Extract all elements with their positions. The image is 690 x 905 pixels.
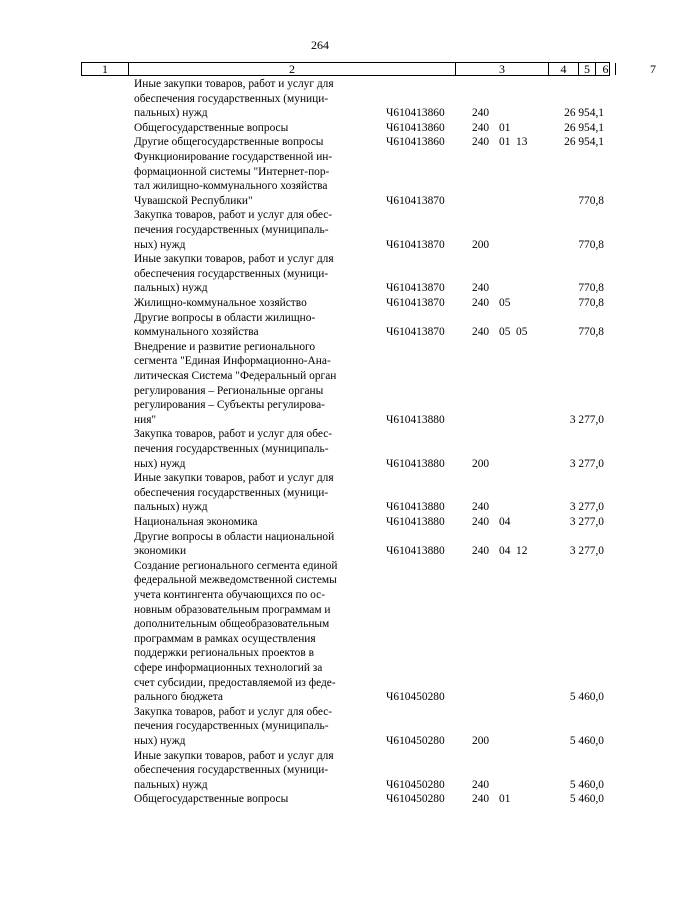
row-name-line: обеспечения государственных (муници- [134,92,329,105]
row-code: Ч610450280 [386,793,445,806]
table-row [0,471,640,515]
row-code: Ч610450280 [386,734,445,747]
row-code: Ч610413880 [386,457,445,470]
row-name-line: обеспечения государственных (муници- [134,764,329,777]
row-name [134,471,366,515]
row-expense-type: 240 [472,282,490,295]
table-row [0,296,640,311]
row-amount: 5 460,0 [569,793,604,806]
table-row [0,150,640,208]
row-name-line: экономики [134,545,187,558]
column-header-7: 7 [615,63,690,75]
column-header-4: 4 [548,63,578,75]
row-code: Ч610413880 [386,545,445,558]
row-expense-type: 240 [472,516,490,528]
row-section: 04 [499,516,511,528]
row-amount: 770,8 [578,238,604,251]
row-name-line: Национальная экономика [134,516,258,528]
row-name-line: сегмента "Единая Информационно-Ана- [134,355,331,368]
row-expense-type: 240 [472,107,490,120]
row-expense-type: 200 [472,734,490,747]
row-amount: 770,8 [578,326,604,339]
row-amount: 26 954,1 [564,107,604,120]
row-name-line: новным образовательным программам и [134,603,331,616]
table-row [0,77,640,121]
table-row [0,208,640,252]
row-expense-type: 240 [472,136,490,149]
row-amount: 770,8 [578,297,604,309]
row-name-line: коммунального хозяйства [134,326,259,339]
row-name-line: печения государственных (муниципаль- [134,720,329,733]
table-row [0,749,640,793]
row-name-line: Функционирование государственной ин- [134,151,333,163]
row-name-line: федеральной межведомственной системы [134,574,337,587]
row-name [134,208,366,252]
table-row [0,792,640,807]
row-name-line: рального бюджета [134,691,223,704]
row-expense-type: 240 [472,326,490,339]
row-name [134,121,366,136]
row-subsection: 13 [516,136,528,149]
row-code: Ч610413860 [386,121,445,134]
column-header-6: 6 [595,63,615,75]
row-amount: 770,8 [578,282,604,295]
row-name-line: пальных) нужд [134,107,208,120]
row-name-line: Жилищно-коммунальное хозяйство [134,297,307,309]
row-code: Ч610450280 [386,778,445,791]
row-expense-type: 240 [472,778,490,791]
table-row [0,427,640,471]
row-name-line: литическая Система "Федеральный орган [134,369,337,382]
row-section: 01 [499,136,511,149]
row-name-line: программам в рамках осуществления [134,632,316,645]
table-row [0,340,640,428]
row-subsection: 12 [516,545,528,558]
row-name-line: пальных) нужд [134,501,208,514]
row-name-line: Иные закупки товаров, работ и услуг для [134,749,334,762]
row-code: Ч610413870 [386,194,445,207]
row-name [134,530,366,559]
row-name [134,150,366,208]
row-name [134,252,366,296]
row-name-line: дополнительным общеобразовательным [134,618,330,631]
row-expense-type: 240 [472,545,490,558]
table-row [0,135,640,150]
column-header-1: 1 [102,62,108,76]
row-name-line: Иные закупки товаров, работ и услуг для [134,253,334,266]
table-row [0,705,640,749]
row-name [134,749,366,793]
row-name-line: Закупка товаров, работ и услуг для обес- [134,428,333,441]
row-code: Ч610413870 [386,297,445,309]
row-amount: 3 277,0 [569,516,604,528]
table-row [0,515,640,530]
row-section: 05 [499,297,511,309]
row-code: Ч610413860 [386,107,445,120]
column-header-3: 3 [455,63,548,75]
row-subsection: 05 [516,326,528,339]
row-name-line: пальных) нужд [134,778,208,791]
row-amount: 770,8 [578,194,604,207]
row-amount: 3 277,0 [569,545,604,558]
row-amount: 26 954,1 [564,121,604,134]
table-row [0,559,640,705]
row-amount: 5 460,0 [569,734,604,747]
table-row [0,252,640,296]
row-code: Ч610413860 [386,136,445,149]
row-code: Ч610413870 [386,326,445,339]
row-name [134,559,366,705]
row-name [134,515,366,530]
row-name [134,792,366,807]
row-name-line: регулирования – Региональные органы [134,384,324,397]
row-name-line: Создание регионального сегмента единой [134,559,338,572]
row-name-line: печения государственных (муниципаль- [134,442,329,455]
row-section: 05 [499,326,511,339]
row-name-line: Чувашской Республики" [134,194,253,207]
table-row [0,311,640,340]
row-name-line: Общегосударственные вопросы [134,793,289,806]
row-expense-type: 240 [472,297,490,309]
row-name [134,311,366,340]
row-name-line: формационной системы "Интернет-пор- [134,165,330,178]
row-code: Ч610413880 [386,501,445,514]
row-name-line: ния" [134,413,157,426]
row-code: Ч610413880 [386,413,445,426]
row-code: Ч610413880 [386,516,445,528]
row-name-line: Другие вопросы в области национальной [134,530,335,543]
row-name-line: Закупка товаров, работ и услуг для обес- [134,705,333,718]
row-name-line: печения государственных (муниципаль- [134,223,329,236]
row-code: Ч610413870 [386,238,445,251]
row-amount: 26 954,1 [564,136,604,149]
row-expense-type: 200 [472,457,490,470]
row-name-line: обеспечения государственных (муници- [134,486,329,499]
row-amount: 5 460,0 [569,691,604,704]
row-name [134,340,366,428]
row-name-line: пальных) нужд [134,282,208,295]
row-code: Ч610413870 [386,282,445,295]
row-code: Ч610450280 [386,691,445,704]
row-name-line: обеспечения государственных (муници- [134,267,329,280]
row-name-line: Иные закупки товаров, работ и услуг для [134,472,334,485]
column-header-5: 5 [578,63,595,75]
row-section: 01 [499,793,511,806]
row-name-line: тал жилищно-коммунального хозяйства [134,180,328,193]
row-name-line: поддержки региональных проектов в [134,647,314,660]
row-expense-type: 240 [472,121,490,134]
row-expense-type: 200 [472,238,490,251]
row-name-line: Закупка товаров, работ и услуг для обес- [134,209,333,222]
row-name-line: ных) нужд [134,238,186,251]
page-number: 264 [311,38,329,52]
row-name-line: Другие общегосударственные вопросы [134,136,324,149]
row-name-line: счет субсидии, предоставляемой из феде- [134,676,336,689]
row-amount: 3 277,0 [569,413,604,426]
row-amount: 3 277,0 [569,457,604,470]
row-name [134,705,366,749]
row-name [134,135,366,150]
row-name [134,296,366,311]
row-name-line: Внедрение и развитие регионального [134,340,316,353]
row-name-line: ных) нужд [134,457,186,470]
row-name-line: регулирования – Субъекты регулирова- [134,399,325,412]
row-amount: 3 277,0 [569,501,604,514]
table-row [0,530,640,559]
row-name-line: учета контингента обучающихся по ос- [134,588,325,601]
column-header-row [81,62,656,76]
row-section: 04 [499,545,511,558]
table-row [0,121,640,136]
row-name-line: ных) нужд [134,734,186,747]
row-name [134,77,366,121]
row-name-line: Другие вопросы в области жилищно- [134,311,316,324]
row-amount: 5 460,0 [569,778,604,791]
row-name [134,427,366,471]
row-expense-type: 240 [472,793,490,806]
row-expense-type: 240 [472,501,490,514]
column-header-2: 2 [128,63,455,75]
row-name-line: сфере информационных технологий за [134,661,323,674]
row-section: 01 [499,121,511,134]
row-name-line: Общегосударственные вопросы [134,121,289,134]
row-name-line: Иные закупки товаров, работ и услуг для [134,78,334,90]
